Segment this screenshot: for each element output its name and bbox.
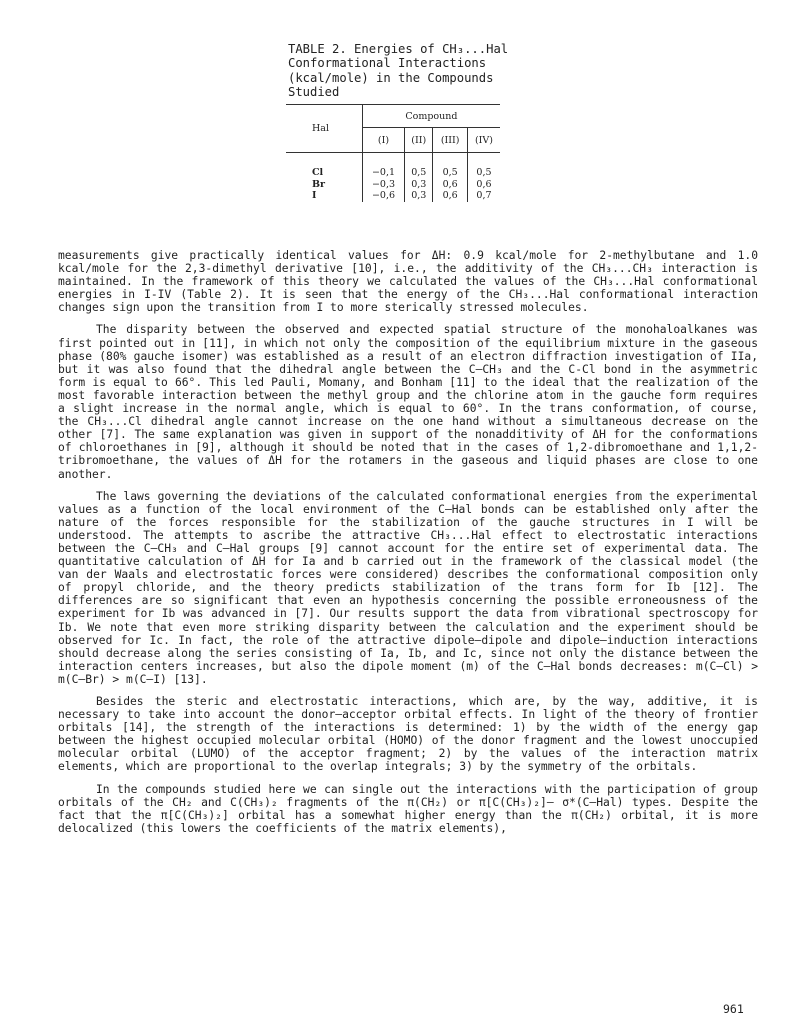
hal-cell: I: [312, 190, 317, 201]
hal-column-header: Hal: [286, 105, 362, 153]
value-cell: 0,6: [467, 179, 500, 191]
value-cell: 0,3: [405, 190, 433, 202]
caption-line: (kcal/mole) in the Compounds: [288, 70, 494, 85]
column-header: (I): [362, 128, 404, 153]
value-cell: 0,7: [467, 190, 500, 202]
column-header: (III): [433, 128, 468, 153]
caption-line: Studied: [288, 84, 340, 99]
paragraph: The laws governing the deviations of the calculated conformational energies from the experimental values as a function of the local environment of the C—Hal bonds can be established only after the nature of the forces responsible for the stabilization of the gauche structures in I will be understood. The attempts to ascribe the attractive CH₃...Hal effect to electrostatic interactions between the C—CH₃ and C—Hal groups [9] cannot account for the entire set of experimental data. The quantitative calculation of ΔH for Ia and b carried out in the framework of the classical model (the van der Waals and electrostatic forces were considered) describes the conformational composition only of propyl chloride, and the theory predicts stabilization of the trans form for Ib [12]. The differences are so significant that even an hypothesis concerning the possible erroneousness of the experiment for Ib was advanced in [7]. Our results support the data from vibrational spectroscopy for Ib. We note that even more striking disparity between the calculation and the experiment should be observed for Ic. In fact, the role of the attractive dipole—dipole and dipole—induction interactions should decrease along the series consisting of Ia, Ib, and Ic, since not only the distance between the interaction centers increases, but also the dipole moment (m) of the C—Hal bonds decreases: m(C—Cl) > m(C—Br) > m(C—I) [13].: [58, 489, 758, 686]
table-caption: [288, 42, 548, 99]
table-row: [286, 167, 500, 179]
table-row: [286, 190, 500, 202]
column-header: (IV): [467, 128, 500, 153]
compound-group-header: Compound: [362, 105, 500, 128]
paragraph: In the compounds studied here we can single out the interactions with the participation of group orbitals of the CH₂ and C(CH₃)₂ fragments of the π(CH₂) or π[C(CH₃)₂]— σ*(C—Hal) types. Despite the fact that the π[C(CH₃)₂] orbital has a somewhat higher energy than the π(CH₂) orbital, it is more delocalized (this lowers the coefficients of the matrix elements),: [58, 782, 758, 835]
page-number: 961: [723, 1002, 744, 1016]
value-cell: 0,5: [405, 167, 433, 179]
paragraph: Besides the steric and electrostatic interactions, which are, by the way, additive, it is necessary to take into account the donor—acceptor orbital effects. In light of the theory of frontier orbitals [14], the strength of the interactions is determined: 1) by the width of the energy gap between the highest occupied molecular orbital (HOMO) of the donor fragment and the lowest unoccupied molecular orbital (LUMO) of the acceptor fragment; 2) by the values of the interaction matrix elements, which are proportional to the overlap integrals; 3) by the symmetry of the orbitals.: [58, 695, 758, 774]
hal-cell: Br: [312, 178, 326, 190]
paragraph: The disparity between the observed and expected spatial structure of the monohaloalkanes was first pointed out in [11], in which not only the composition of the equilibrium mixture in the gaseous phase (80% gauche isomer) was established as a result of an electron diffraction investigation of IIa, but it was also found that the dihedral angle between the C—CH₃ and the C-Cl bond in the asymmetric form is equal to 66°. This led Pauli, Momany, and Bonham [11] to the ideal that the realization of the most favorable interaction between the methyl group and the chlorine atom in the gauche form requires a slight increase in the normal angle, which is equal to 60°. In the trans conformation, of course, the CH₃...Cl dihedral angle cannot increase on the one hand without a simultaneous decrease on the other [7]. The same explanation was given in support of the nonadditivity of ΔH for the conformations of chloroethanes in [9], although it should be noted that in the cases of 1,2-dibromoethane and 1,1,2-tribromoethane, the values of ΔH for the rotamers in the gaseous and liquid phases are close to one another.: [58, 323, 758, 481]
table-row: [286, 179, 500, 191]
body-text: [58, 249, 758, 844]
caption-line: TABLE 2. Energies of CH₃...Hal: [288, 42, 509, 56]
value-cell: 0,5: [433, 167, 468, 179]
value-cell: 0,3: [405, 179, 433, 191]
energies-table: [286, 104, 500, 202]
value-cell: 0,6: [433, 179, 468, 191]
column-header: (II): [405, 128, 433, 153]
paragraph: measurements give practically identical values for ΔH: 0.9 kcal/mole for 2-methylbutane and 1.0 kcal/mole for the 2,3-dimethyl derivative [10], i.e., the additivity of the CH₃...CH₃ interaction is maintained. In the framework of this theory we calculated the values of the CH₃...Hal conformational energies in I-IV (Table 2). It is seen that the energy of the CH₃...Hal conformational interaction changes sign upon the transition from I to more sterically stressed molecules.: [58, 249, 758, 315]
hal-cell: Cl: [312, 167, 324, 178]
value-cell: −0,6: [362, 190, 404, 202]
value-cell: 0,5: [467, 167, 500, 179]
value-cell: −0,3: [362, 179, 404, 191]
caption-line: Conformational Interactions: [288, 56, 487, 71]
value-cell: 0,6: [433, 190, 468, 202]
value-cell: −0,1: [362, 167, 404, 179]
